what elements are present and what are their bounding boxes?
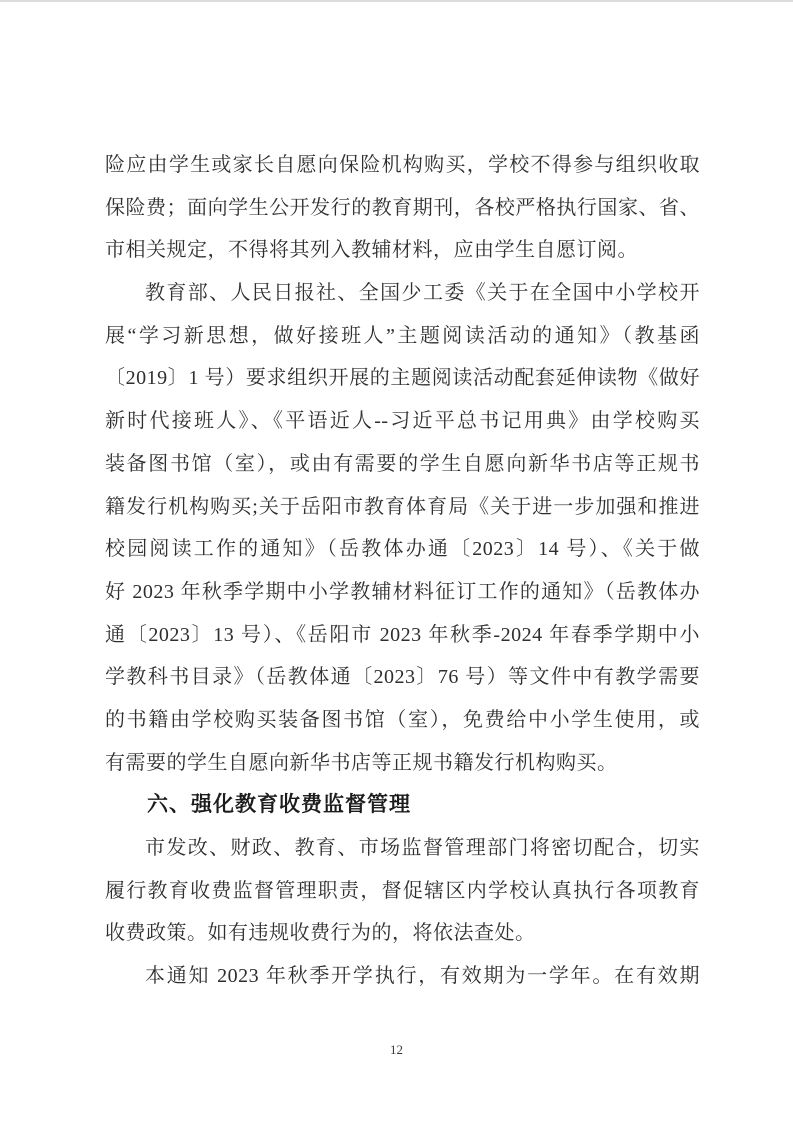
text-line: 市相关规定，不得将其列入教辅材料，应由学生自愿订阅。 xyxy=(105,239,638,262)
text-line: 籍发行机构购买;关于岳阳市教育体育局《关于进一步加强和推进 xyxy=(105,495,700,518)
scan-top-edge xyxy=(0,0,793,2)
text-line: 有需要的学生自愿向新华书店等正规书籍发行机构购买。 xyxy=(105,751,618,774)
text-line: 本通知 2023 年秋季开学执行，有效期为一学年。在有效期 xyxy=(145,965,700,988)
text-line: 〔2019〕1 号）要求组织开展的主题阅读活动配套延伸读物《做好 xyxy=(105,367,700,390)
text-line: 通〔2023〕13 号）、《岳阳市 2023 年秋季-2024 年春季学期中小 xyxy=(105,623,700,646)
text-line: 市发改、财政、教育、市场监督管理部门将密切配合，切实 xyxy=(145,837,700,859)
text-line: 好 2023 年秋季学期中小学教辅材料征订工作的通知》（岳教体办 xyxy=(105,580,700,603)
text-line: 校园阅读工作的通知》（岳教体办通〔2023〕14 号）、《关于做 xyxy=(105,538,700,561)
text-line: 教育部、人民日报社、全国少工委《关于在全国中小学校开 xyxy=(145,282,700,305)
text-line: 学教科书目录》（岳教体通〔2023〕76 号）等文件中有教学需要 xyxy=(105,666,700,689)
page-number: 12 xyxy=(390,1042,403,1057)
paragraph-reading-materials xyxy=(105,272,700,784)
text-line: 履行教育收费监督管理职责，督促辖区内学校认真执行各项教育 xyxy=(105,879,700,902)
text-line: 六、强化教育收费监督管理 xyxy=(147,793,411,817)
text-line: 的书籍由学校购买装备图书馆（室），免费给中小学生使用，或 xyxy=(105,708,700,731)
heading-section-six xyxy=(105,784,700,827)
text-line: 新时代接班人》、《平语近人--习近平总书记用典》由学校购买 xyxy=(105,410,700,433)
document-body xyxy=(105,144,700,998)
text-line: 展“学习新思想，做好接班人”主题阅读活动的通知》（教基函 xyxy=(105,324,700,347)
text-line: 收费政策。如有违规收费行为的，将依法查处。 xyxy=(105,922,536,945)
text-line: 险应由学生或家长自愿向保险机构购买，学校不得参与组织收取 xyxy=(105,154,700,176)
paragraph-effective-period xyxy=(105,955,700,998)
text-line: 保险费；面向学生公开发行的教育期刊，各校严格执行国家、省、 xyxy=(105,196,700,219)
paragraph-fee-supervision xyxy=(105,827,700,955)
paragraph-insurance-rules xyxy=(105,144,700,272)
text-line: 装备图书馆（室），或由有需要的学生自愿向新华书店等正规书 xyxy=(105,452,700,475)
